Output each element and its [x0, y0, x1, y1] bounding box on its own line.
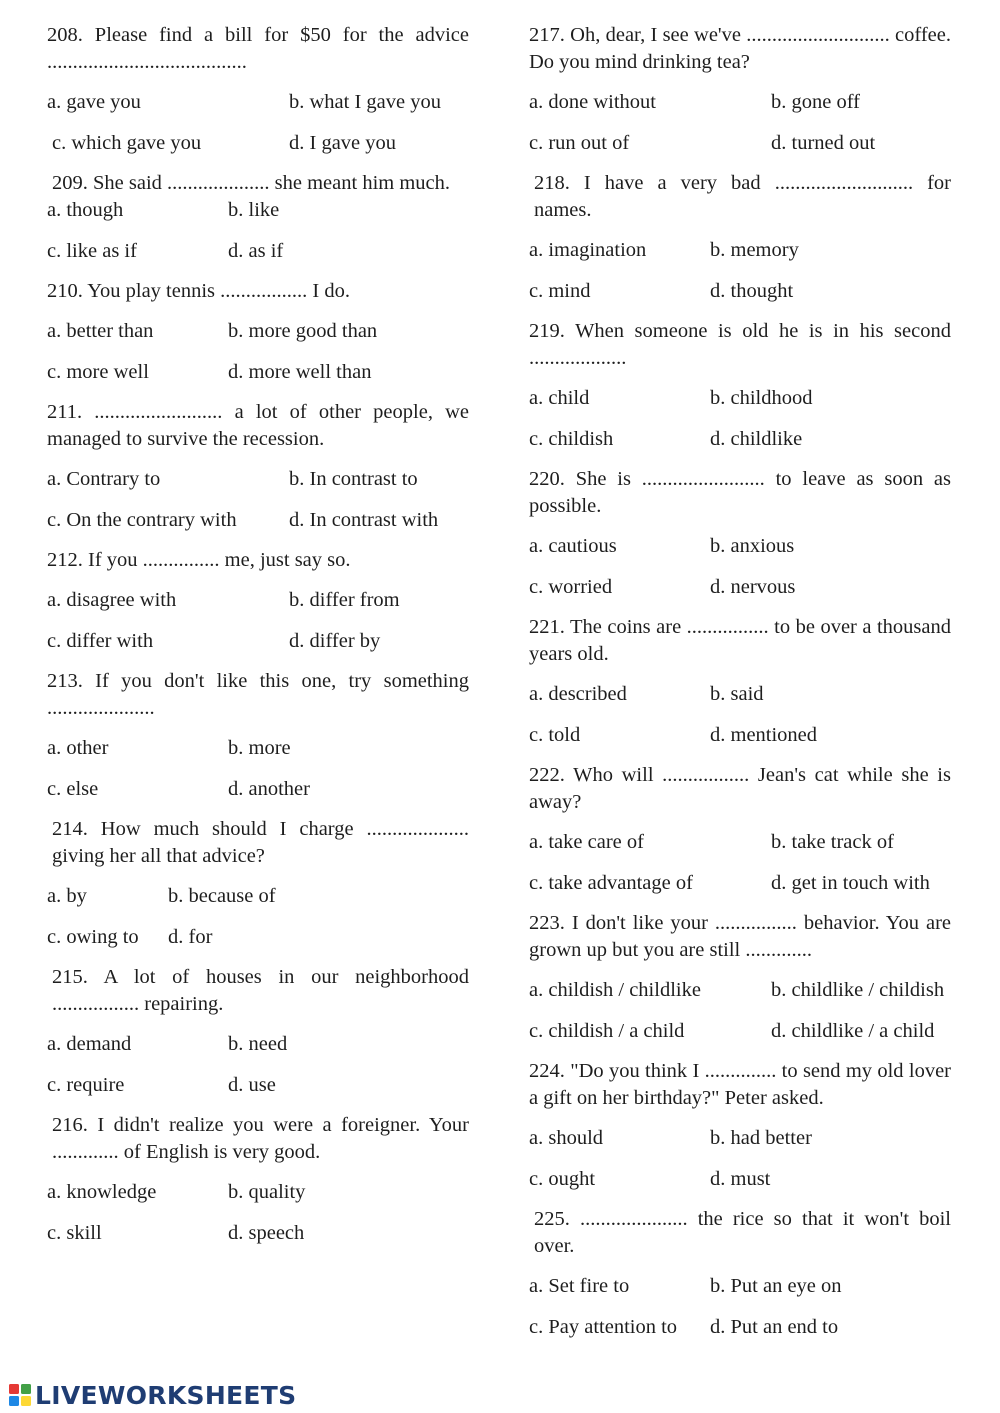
answer-option[interactable]: b. gone off [771, 91, 861, 113]
answer-option[interactable]: b. like [228, 199, 280, 221]
answer-option[interactable]: a. knowledge [47, 1181, 157, 1203]
answer-option[interactable]: c. which gave you [52, 131, 202, 154]
answer-option[interactable]: c. like as if [47, 239, 137, 262]
answer-option[interactable]: a. demand [47, 1033, 132, 1055]
question-stem: ......................... a lot of other people, we managed to survive the recession. [47, 401, 470, 450]
answer-options-row [529, 829, 951, 856]
question-number: 221. [529, 616, 565, 638]
answer-option[interactable]: d. In contrast with [289, 508, 439, 531]
answer-option[interactable]: c. ought [529, 1167, 596, 1190]
question-text [529, 22, 951, 76]
answer-option[interactable]: c. Pay attention to [529, 1315, 678, 1338]
answer-options-row [47, 197, 469, 224]
question-text [47, 964, 469, 1018]
answer-option[interactable]: c. run out of [529, 131, 630, 154]
question-block [47, 547, 469, 655]
question-stem: Oh, dear, I see we've ............................ coffee. Do you mind drinking tea? [529, 24, 951, 73]
answer-option[interactable]: b. anxious [710, 535, 795, 557]
answer-options-row [47, 1220, 469, 1247]
answer-option[interactable]: a. other [47, 737, 109, 759]
answer-option[interactable]: a. Set fire to [529, 1275, 630, 1297]
question-stem: I didn't realize you were a foreigner. Your ............. of English is very good. [52, 1114, 469, 1163]
question-number: 218. [534, 172, 570, 194]
answer-options-row [529, 237, 951, 264]
question-stem: Please find a bill for $50 for the advice ....................................... [47, 24, 469, 73]
question-number: 217. [529, 24, 565, 46]
question-number: 225. [534, 1208, 570, 1230]
answer-option[interactable]: b. differ from [289, 589, 400, 611]
brand-name: LIVEWORKSHEETS [35, 1380, 297, 1410]
answer-option[interactable]: b. Put an eye on [710, 1275, 842, 1297]
question-text [47, 399, 469, 453]
answer-options-row [47, 1031, 469, 1058]
answer-option[interactable]: d. thought [710, 279, 794, 302]
answer-option[interactable]: a. Contrary to [47, 468, 161, 490]
answer-option[interactable]: a. disagree with [47, 589, 177, 611]
question-stem: A lot of houses in our neighborhood ................. repairing. [52, 966, 469, 1015]
question-text [47, 22, 469, 76]
question-text [47, 1112, 469, 1166]
answer-options-row [47, 238, 469, 265]
answer-options-row [47, 628, 469, 655]
question-block [529, 318, 951, 453]
answer-options-row [47, 1179, 469, 1206]
question-block [529, 466, 951, 601]
answer-option[interactable]: b. need [228, 1033, 288, 1055]
answer-options-row [529, 1166, 951, 1193]
answer-option[interactable]: d. use [228, 1073, 276, 1096]
question-stem: ..................... the rice so that it won't boil over. [534, 1208, 952, 1257]
liveworksheets-logo-icon [8, 1383, 32, 1407]
answer-options-row [47, 1072, 469, 1099]
answer-option[interactable]: c. worried [529, 575, 613, 598]
answer-option[interactable]: d. I gave you [289, 131, 397, 154]
answer-option[interactable]: b. In contrast to [289, 468, 418, 490]
question-number: 215. [52, 966, 88, 988]
question-text [47, 170, 469, 197]
answer-option[interactable]: c. childish / a child [529, 1019, 685, 1042]
answer-option[interactable]: d. childlike / a child [771, 1019, 935, 1042]
answer-option[interactable]: a. child [529, 387, 590, 409]
answer-options-row [47, 735, 469, 762]
question-number: 216. [52, 1114, 88, 1136]
question-stem: If you ............... me, just say so. [88, 549, 351, 571]
question-block [529, 22, 951, 157]
answer-option[interactable]: b. memory [710, 239, 799, 261]
question-block [529, 1058, 951, 1193]
answer-options-row [529, 533, 951, 560]
answer-option[interactable]: a. cautious [529, 535, 617, 557]
question-text [529, 614, 951, 668]
question-block [529, 614, 951, 749]
answer-options-row [47, 359, 469, 386]
answer-options-row [529, 1273, 951, 1300]
answer-option[interactable]: d. turned out [771, 131, 876, 154]
answer-options-row [47, 883, 469, 910]
question-text [529, 1058, 951, 1112]
answer-option[interactable]: b. childhood [710, 387, 813, 409]
answer-options-row [529, 89, 951, 116]
question-number: 222. [529, 764, 565, 786]
answer-option[interactable]: a. imagination [529, 239, 647, 261]
question-number: 220. [529, 468, 565, 490]
question-text [47, 816, 469, 870]
answer-options-row [529, 977, 951, 1004]
answer-option[interactable]: d. another [228, 777, 310, 800]
answer-option[interactable]: b. take track of [771, 831, 894, 853]
question-text [529, 910, 951, 964]
question-stem: She is ........................ to leave as soon as possible. [529, 468, 951, 517]
answer-options-row [47, 507, 469, 534]
answer-options-row [47, 587, 469, 614]
question-number: 224. [529, 1060, 565, 1082]
right-column [529, 22, 951, 1354]
answer-options-row [529, 870, 951, 897]
answer-option[interactable]: c. mind [529, 279, 591, 302]
answer-options-row [47, 318, 469, 345]
answer-options-row [529, 385, 951, 412]
question-number: 211. [47, 401, 83, 423]
answer-option[interactable]: a. by [47, 885, 87, 907]
answer-option[interactable]: c. take advantage of [529, 871, 693, 894]
answer-option[interactable]: c. else [47, 777, 99, 800]
question-block [529, 1206, 951, 1341]
question-text [529, 466, 951, 520]
question-number: 212. [47, 549, 83, 571]
answer-options-row [47, 89, 469, 116]
answer-option[interactable]: b. because of [168, 885, 276, 907]
answer-options-row [529, 681, 951, 708]
answer-option[interactable]: a. described [529, 683, 627, 705]
question-block [47, 278, 469, 386]
answer-option[interactable]: c. skill [47, 1221, 102, 1244]
answer-option[interactable]: a. take care of [529, 831, 644, 853]
answer-option[interactable]: d. for [168, 925, 213, 948]
answer-option[interactable]: c. more well [47, 360, 149, 383]
question-stem: I don't like your ................ behavior. You are grown up but you are still ............. [529, 912, 951, 961]
answer-option[interactable]: d. differ by [289, 629, 381, 652]
answer-option[interactable]: d. must [710, 1167, 771, 1190]
answer-options-row [529, 1314, 951, 1341]
answer-option[interactable]: c. differ with [47, 629, 154, 652]
question-block [529, 910, 951, 1045]
answer-options-row [47, 130, 469, 157]
question-block [47, 22, 469, 157]
question-text [47, 668, 469, 722]
question-block [47, 964, 469, 1099]
question-number: 219. [529, 320, 565, 342]
answer-option[interactable]: d. mentioned [710, 723, 818, 746]
footer [8, 1381, 296, 1409]
answer-option[interactable]: a. should [529, 1127, 604, 1149]
question-stem: You play tennis ................. I do. [87, 280, 350, 302]
answer-option[interactable]: a. done without [529, 91, 656, 113]
answer-options-row [529, 278, 951, 305]
answer-option[interactable]: d. as if [228, 239, 284, 262]
answer-option[interactable]: d. childlike [710, 427, 803, 450]
question-block [47, 399, 469, 534]
question-stem: "Do you think I .............. to send my old lover a gift on her birthday?" Peter asked. [529, 1060, 951, 1109]
question-stem: She said .................... she meant him much. [93, 172, 450, 194]
answer-option[interactable]: d. nervous [710, 575, 796, 598]
question-block [529, 170, 951, 305]
answer-option[interactable]: d. speech [228, 1221, 305, 1244]
question-block [47, 668, 469, 803]
answer-option[interactable]: b. said [710, 683, 764, 705]
answer-option[interactable]: a. childish / childlike [529, 979, 701, 1001]
question-number: 209. [52, 172, 88, 194]
answer-options-row [529, 1018, 951, 1045]
answer-options-row [529, 130, 951, 157]
answer-options-row [529, 1125, 951, 1152]
answer-option[interactable]: d. more well than [228, 360, 372, 383]
answer-option[interactable]: a. though [47, 199, 124, 221]
question-block [47, 170, 469, 265]
answer-option[interactable]: b. more good than [228, 320, 378, 342]
answer-option[interactable]: b. what I gave you [289, 91, 441, 113]
question-stem: The coins are ................ to be over a thousand years old. [529, 616, 951, 665]
question-block [47, 1112, 469, 1247]
question-text [47, 278, 469, 305]
answer-option[interactable]: d. Put an end to [710, 1315, 839, 1338]
answer-option[interactable]: b. childlike / childish [771, 979, 945, 1001]
answer-option[interactable]: c. On the contrary with [47, 508, 237, 531]
answer-option[interactable]: d. get in touch with [771, 871, 930, 894]
question-text [529, 762, 951, 816]
question-stem: Who will ................. Jean's cat while she is away? [529, 764, 951, 813]
answer-options-row [529, 722, 951, 749]
question-block [529, 762, 951, 897]
question-number: 210. [47, 280, 83, 302]
answer-option[interactable]: a. gave you [47, 91, 141, 113]
answer-option[interactable]: c. childish [529, 427, 614, 450]
question-number: 223. [529, 912, 565, 934]
question-text [47, 547, 469, 574]
left-column [47, 22, 469, 1260]
answer-option[interactable]: c. told [529, 723, 581, 746]
answer-option[interactable]: c. owing to [47, 925, 139, 948]
answer-option[interactable]: c. require [47, 1073, 125, 1096]
answer-option[interactable]: a. better than [47, 320, 154, 342]
question-text [529, 1206, 951, 1260]
answer-option[interactable]: b. more [228, 737, 291, 759]
question-text [529, 170, 951, 224]
answer-options-row [529, 574, 951, 601]
question-block [47, 816, 469, 951]
question-number: 208. [47, 24, 83, 46]
answer-options-row [47, 776, 469, 803]
question-stem: If you don't like this one, try something ..................... [47, 670, 470, 719]
question-number: 213. [47, 670, 83, 692]
answer-options-row [47, 924, 469, 951]
answer-option[interactable]: b. had better [710, 1127, 812, 1149]
question-stem: How much should I charge .................... giving her all that advice? [52, 818, 470, 867]
answer-options-row [47, 466, 469, 493]
question-stem: When someone is old he is in his second ................... [529, 320, 951, 369]
question-number: 214. [52, 818, 88, 840]
answer-options-row [529, 426, 951, 453]
question-stem: I have a very bad ........................... for names. [534, 172, 951, 221]
answer-option[interactable]: b. quality [228, 1181, 306, 1203]
question-text [529, 318, 951, 372]
